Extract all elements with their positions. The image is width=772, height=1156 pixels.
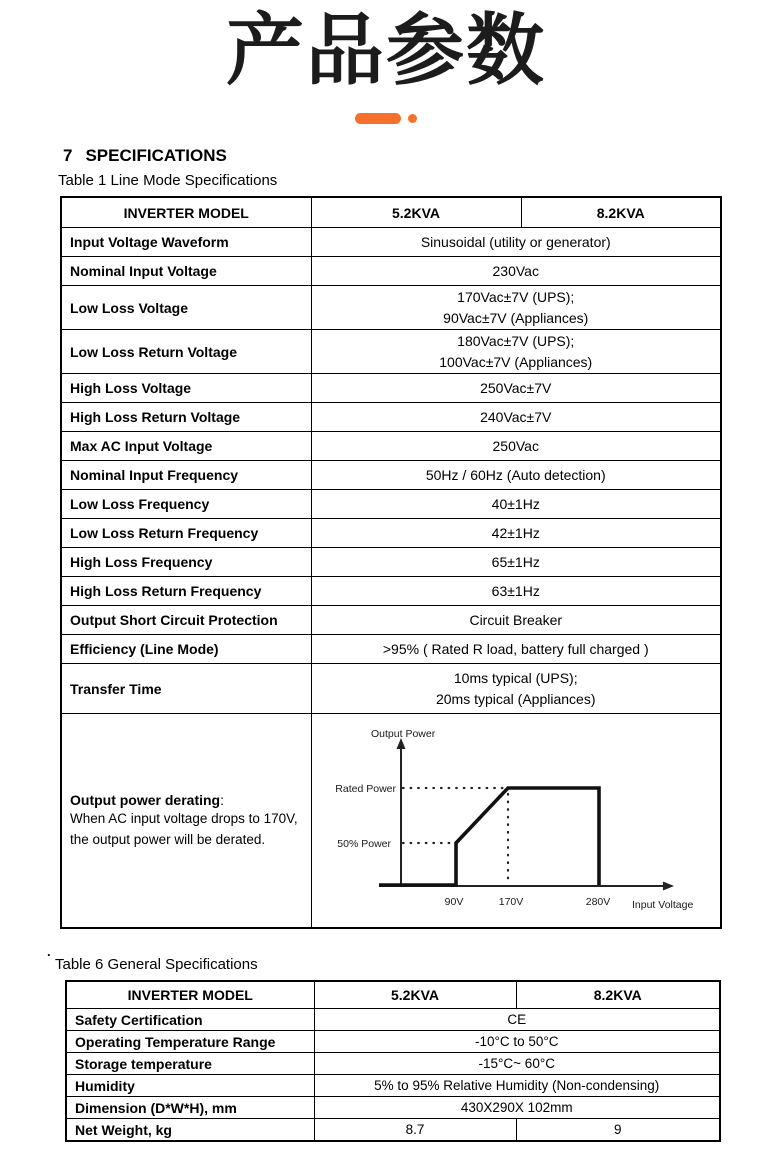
section-heading (63, 146, 227, 166)
spec-label: Humidity (66, 1075, 314, 1097)
header-model-8kva: 8.2KVA (516, 981, 720, 1009)
spec-label: Input Voltage Waveform (61, 228, 311, 257)
rated-power-label: Rated Power (334, 783, 396, 795)
table-row (61, 635, 721, 664)
spec-value-line1: 170Vac±7V (UPS); (457, 288, 575, 305)
line-mode-specs-table (60, 196, 722, 929)
table-row (61, 286, 721, 330)
spec-label: Nominal Input Voltage (61, 257, 311, 286)
table-row (61, 432, 721, 461)
spec-label: Low Loss Return Voltage (61, 330, 311, 374)
spec-value: 40±1Hz (311, 490, 721, 519)
spec-value: 42±1Hz (311, 519, 721, 548)
spec-label: Efficiency (Line Mode) (61, 635, 311, 664)
x-axis-title: Input Voltage (631, 899, 693, 911)
derating-line2: the output power will be derated. (70, 831, 266, 847)
table-row (61, 228, 721, 257)
table-row (61, 490, 721, 519)
spec-value-line2: 90Vac±7V (Appliances) (443, 309, 589, 326)
y-axis-title: Output Power (370, 728, 435, 740)
spec-value (311, 664, 721, 714)
header-inverter-model: INVERTER MODEL (61, 197, 311, 228)
spec-label: Nominal Input Frequency (61, 461, 311, 490)
page-title: 产品参数 (225, 6, 546, 94)
spec-value: 230Vac (311, 257, 721, 286)
spec-label: Transfer Time (61, 664, 311, 714)
spec-value: >95% ( Rated R load, battery full charged ) (311, 635, 721, 664)
table-row (66, 1075, 720, 1097)
spec-value-line1: 180Vac±7V (UPS); (457, 332, 575, 349)
spec-value: 250Vac±7V (311, 374, 721, 403)
accent-dot-icon (408, 114, 417, 123)
x-tick-170v: 170V (498, 896, 523, 908)
table-row (66, 1119, 720, 1142)
derating-title (70, 792, 305, 808)
spec-label: Low Loss Return Frequency (61, 519, 311, 548)
derating-chart-cell (311, 714, 721, 929)
spec-label: High Loss Return Frequency (61, 577, 311, 606)
header-model-5kva: 5.2KVA (311, 197, 521, 228)
table-row (66, 1009, 720, 1031)
spec-value: Sinusoidal (utility or generator) (311, 228, 721, 257)
section-title: SPECIFICATIONS (85, 146, 227, 165)
x-tick-280v: 280V (585, 896, 610, 908)
header-model-8kva: 8.2KVA (521, 197, 721, 228)
table-row (61, 330, 721, 374)
derating-chart (312, 714, 720, 927)
derating-row (61, 714, 721, 929)
table-row (61, 606, 721, 635)
x-axis-arrow-icon (663, 882, 674, 891)
spec-value-8kva: 9 (516, 1119, 720, 1142)
spec-label: Storage temperature (66, 1053, 314, 1075)
title-accent (0, 113, 772, 124)
derating-line1: When AC input voltage drops to 170V, (70, 810, 298, 826)
spec-value: 50Hz / 60Hz (Auto detection) (311, 461, 721, 490)
spec-value: 65±1Hz (311, 548, 721, 577)
derating-description-cell (61, 714, 311, 929)
table-row (61, 548, 721, 577)
table-row (66, 1031, 720, 1053)
derating-curve (379, 788, 599, 885)
table-row (61, 461, 721, 490)
spec-value-line2: 100Vac±7V (Appliances) (439, 353, 593, 370)
spec-value: Circuit Breaker (311, 606, 721, 635)
spec-label: Operating Temperature Range (66, 1031, 314, 1053)
table-header-row (61, 197, 721, 228)
spec-value: 240Vac±7V (311, 403, 721, 432)
spec-value-line2: 20ms typical (Appliances) (435, 690, 596, 707)
spec-value: 250Vac (311, 432, 721, 461)
spec-label: Max AC Input Voltage (61, 432, 311, 461)
table-row (61, 374, 721, 403)
spec-label: Low Loss Voltage (61, 286, 311, 330)
table-header-row (66, 981, 720, 1009)
spec-value: -10°C to 50°C (314, 1031, 720, 1053)
table-row (61, 403, 721, 432)
spec-value (311, 286, 721, 330)
spec-label: High Loss Voltage (61, 374, 311, 403)
spec-value: CE (314, 1009, 720, 1031)
header-model-5kva: 5.2KVA (314, 981, 516, 1009)
spec-value-5kva: 8.7 (314, 1119, 516, 1142)
spec-value (311, 330, 721, 374)
header-inverter-model: INVERTER MODEL (66, 981, 314, 1009)
spec-label: Net Weight, kg (66, 1119, 314, 1142)
spec-value: -15°C~ 60°C (314, 1053, 720, 1075)
derating-colon: : (220, 791, 224, 808)
spec-value: 430X290X 102mm (314, 1097, 720, 1119)
spec-label: Safety Certification (66, 1009, 314, 1031)
spec-value: 5% to 95% Relative Humidity (Non-condensing) (314, 1075, 720, 1097)
table-row (66, 1053, 720, 1075)
table-row (66, 1097, 720, 1119)
spec-value: 63±1Hz (311, 577, 721, 606)
table1-caption: Table 1 Line Mode Specifications (58, 172, 278, 189)
spec-label: High Loss Return Voltage (61, 403, 311, 432)
fifty-percent-label: 50% Power (336, 838, 391, 850)
section-number: 7 (63, 146, 73, 165)
general-specs-table (65, 980, 721, 1142)
accent-dash (355, 113, 401, 124)
table-row (61, 257, 721, 286)
spec-label: High Loss Frequency (61, 548, 311, 577)
x-tick-90v: 90V (444, 896, 463, 908)
spec-label: Output Short Circuit Protection (61, 606, 311, 635)
spec-label: Dimension (D*W*H), mm (66, 1097, 314, 1119)
spec-value-line1: 10ms typical (UPS); (453, 669, 578, 686)
stray-period-mark: . (47, 944, 51, 959)
table-row (61, 577, 721, 606)
table6-caption: Table 6 General Specifications (55, 956, 258, 973)
table-row (61, 664, 721, 714)
derating-title-bold: Output power derating (70, 791, 221, 808)
spec-label: Low Loss Frequency (61, 490, 311, 519)
table-row (61, 519, 721, 548)
